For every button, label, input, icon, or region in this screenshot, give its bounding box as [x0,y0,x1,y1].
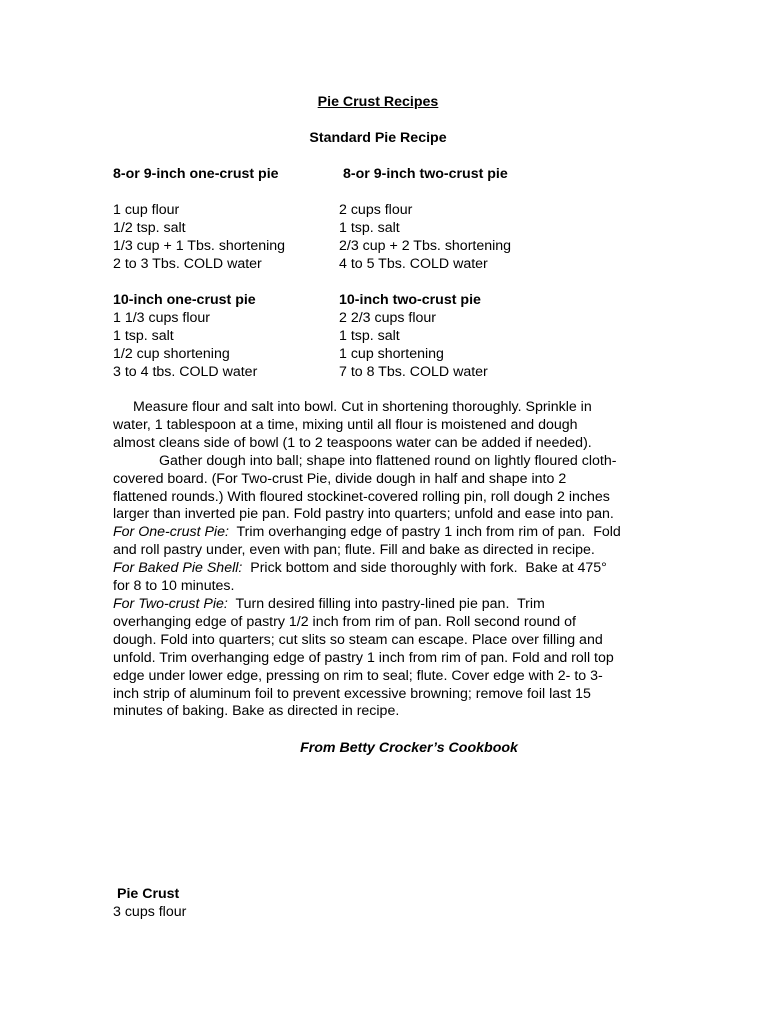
two-crust-instruction [113,596,673,614]
recipe-heading: 10-inch one-crust pie [113,292,256,308]
ingredient: 1 cup flour [113,201,180,218]
two-crust-label: For Two-crust Pie: [113,595,228,612]
ingredient: 2 2/3 cups flour [339,309,437,326]
ingredient: 1/2 tsp. salt [113,219,186,236]
ingredient: 2 to 3 Tbs. COLD water [113,255,262,272]
instruction-line: overhanging edge of pastry 1/2 inch from rim of pan. Roll second round of [113,613,576,630]
instruction-text: Trim overhanging edge of pastry 1 inch from rim of pan. Fold [228,524,621,541]
ingredient: 2 cups flour [339,201,413,218]
ingredient: 7 to 8 Tbs. COLD water [339,363,488,380]
baked-shell-instruction [113,560,673,578]
document-title: Pie Crust Recipes [317,94,439,110]
instruction-line: minutes of baking. Bake as directed in recipe. [113,703,400,720]
one-crust-instruction [113,524,673,542]
one-crust-label: For One-crust Pie: [113,524,229,541]
ingredient: 1 cup shortening [339,345,444,362]
ingredient: 1/2 cup shortening [113,345,230,362]
instruction-line: larger than inverted pie pan. Fold pastry into quarters; unfold and ease into pan. [113,506,614,523]
instruction-line: Measure flour and salt into bowl. Cut in shortening thoroughly. Sprinkle in [133,399,592,415]
instruction-line: unfold. Trim overhanging edge of pastry 1 inch from rim of pan. Fold and roll top [113,649,614,666]
ingredient: 3 to 4 tbs. COLD water [113,363,258,380]
recipe-heading: 10-inch two-crust pie [339,292,481,308]
recipe-heading: 8-or 9-inch one-crust pie [113,166,279,182]
instruction-line: and roll pastry under, even with pan; flute. Fill and bake as directed in recipe. [113,542,595,559]
second-recipe-title: Pie Crust [117,886,180,902]
source-credit: From Betty Crocker’s Cookbook [300,740,518,756]
baked-shell-label: For Baked Pie Shell: [113,560,243,577]
ingredient: 1 tsp. salt [339,327,400,344]
instructions [113,399,673,721]
recipe-heading: 8-or 9-inch two-crust pie [343,166,508,182]
ingredient: 1 tsp. salt [339,219,400,236]
spacer [339,184,619,202]
instruction-line: inch strip of aluminum foil to prevent excessive browning; remove foil last 15 [113,685,591,702]
instruction-line: covered board. (For Two-crust Pie, divide dough in half and shape into 2 [113,470,567,487]
instruction-text: Turn desired filling into pastry-lined pie pan. Trim [227,595,545,612]
instruction-line: almost cleans side of bowl (1 to 2 teaspoons water can be added if needed). [113,434,592,451]
ingredient: 1 tsp. salt [113,327,174,344]
instruction-line: for 8 to 10 minutes. [113,578,235,595]
recipe-two-crust-large [339,292,619,382]
ingredient: 4 to 5 Tbs. COLD water [339,255,488,272]
recipe-two-crust-small [339,166,619,274]
instruction-line: water, 1 tablespoon at a time, mixing until all flour is moistened and dough [113,416,578,433]
ingredient: 1 1/3 cups flour [113,309,211,326]
ingredient: 3 cups flour [113,904,187,920]
document-subtitle: Standard Pie Recipe [309,130,447,146]
instruction-line: dough. Fold into quarters; cut slits so steam can escape. Place over filling and [113,631,603,648]
instruction-line: Gather dough into ball; shape into flattened round on lightly floured cloth- [159,452,617,469]
ingredient: 1/3 cup + 1 Tbs. shortening [113,237,286,254]
ingredient: 2/3 cup + 2 Tbs. shortening [339,237,512,254]
instruction-text: Prick bottom and side thoroughly with fork. Bake at 475° [242,560,607,577]
instruction-line: flattened rounds.) With floured stockinet-covered rolling pin, roll dough 2 inches [113,488,610,505]
instruction-line: edge under lower edge, pressing on rim to seal; flute. Cover edge with 2- to 3- [113,667,603,684]
